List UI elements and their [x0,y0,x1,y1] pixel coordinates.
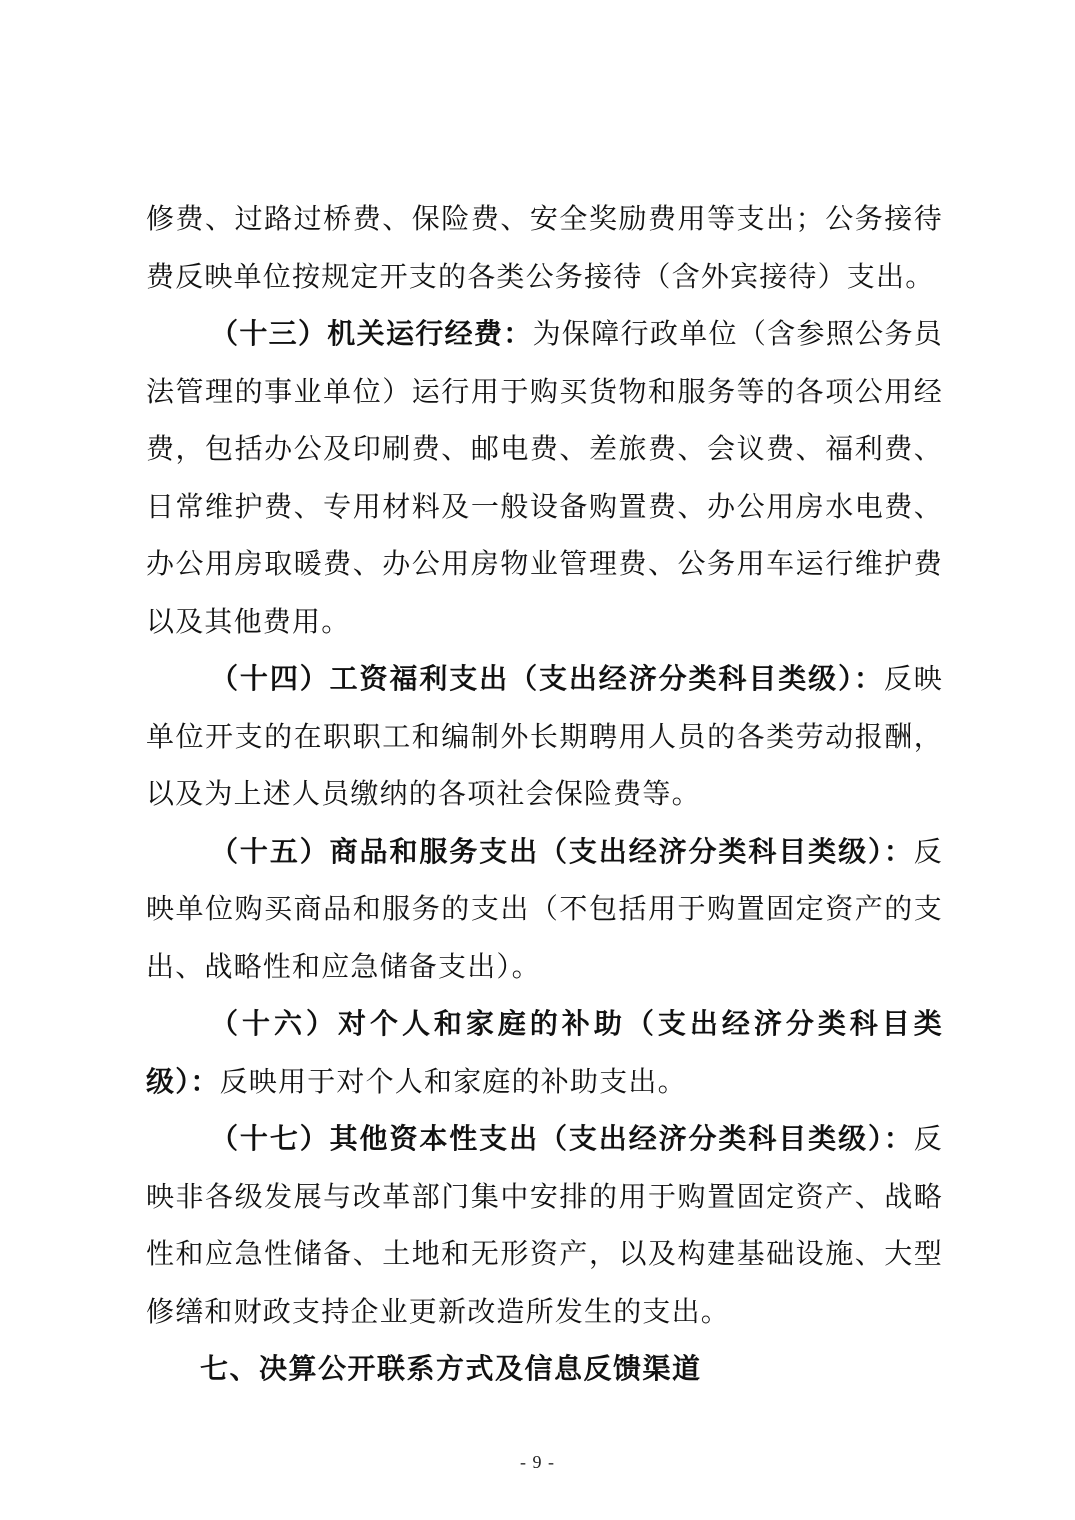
term-heading: （十三）机关运行经费： [210,317,533,350]
paragraph-text: 反映单位开支的在职职工和编制外长期聘用人员的各类劳动报酬，以及为上述人员缴纳的各项社会保险费等。 [146,662,943,810]
paragraph-item-13 [146,305,943,650]
term-heading: （十四）工资福利支出（支出经济分类科目类级）： [210,662,884,695]
paragraph-item-15 [146,823,943,996]
document-body [146,190,943,1398]
paragraph-item-17 [146,1110,943,1340]
paragraph-text: 修费、过路过桥费、保险费、安全奖励费用等支出；公务接待费反映单位按规定开支的各类公务接待（含外宾接待）支出。 [146,202,943,293]
section-heading: 七、决算公开联系方式及信息反馈渠道 [200,1352,702,1385]
paragraph-item-14 [146,650,943,823]
paragraph-text: 反映单位购买商品和服务的支出（不包括用于购置固定资产的支出、战略性和应急储备支出）。 [146,834,943,983]
term-heading: （十七）其他资本性支出（支出经济分类科目类级）： [210,1122,914,1155]
page-number: - 9 - [520,1452,555,1472]
paragraph-text: 为保障行政单位（含参照公务员法管理的事业单位）运行用于购买货物和服务等的各项公用经费，包括办公及印刷费、邮电费、差旅费、会议费、福利费、日常维护费、专用材料及一般设备购置费、办公用房水电费、办公用房取暖费、办公用房物业管理费、公务用车运行维护费以及其他费用。 [146,317,943,638]
paragraph-text: 反映用于对个人和家庭的补助支出。 [219,1064,687,1098]
paragraph-item-16 [146,995,943,1110]
term-heading: （十五）商品和服务支出（支出经济分类科目类级）： [210,834,914,868]
term-heading: （十六）对个人和家庭的补助（支出经济分类科目类级）： [146,1007,943,1098]
paragraph-text: 反映非各级发展与改革部门集中安排的用于购置固定资产、战略性和应急性储备、土地和无形资产，以及构建基础设施、大型修缮和财政支持企业更新改造所发生的支出。 [146,1122,943,1328]
paragraph-continuation [146,190,943,305]
